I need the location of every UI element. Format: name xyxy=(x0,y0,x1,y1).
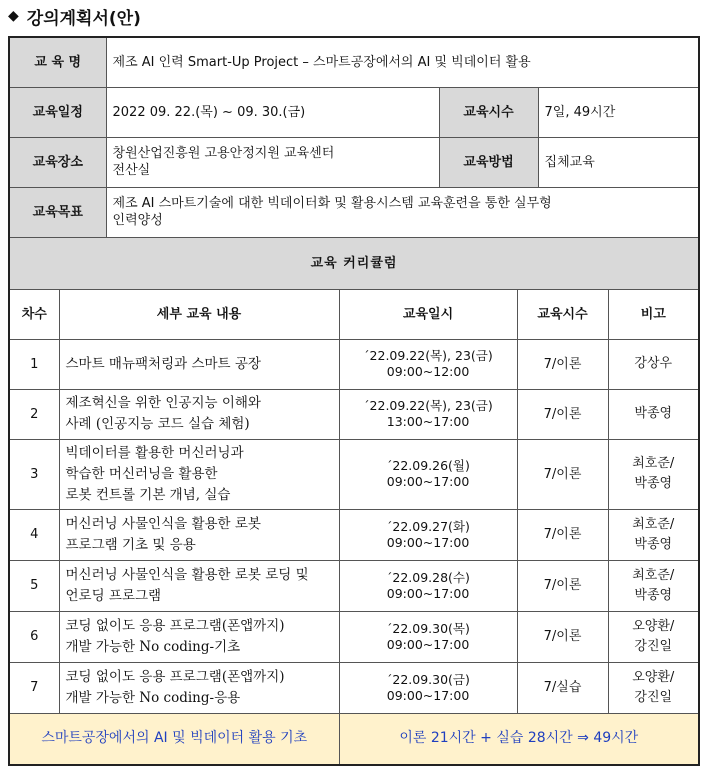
note-line: 최호준/ xyxy=(632,456,675,471)
header-hours: 교육시수 xyxy=(517,289,608,339)
row-time: 09:00~17:00 xyxy=(386,474,470,489)
content-line: 로봇 컨트롤 기본 개념, 실습 xyxy=(65,486,231,503)
row-datetime xyxy=(339,389,517,439)
page-title xyxy=(8,4,141,28)
header-datetime: 교육일시 xyxy=(339,289,517,339)
note-line: 최호준/ xyxy=(632,567,675,583)
place-value xyxy=(106,137,439,187)
curriculum-header-row xyxy=(9,289,699,339)
schedule-value: 2022 09. 22.(목) ~ 09. 30.(금) xyxy=(106,87,439,137)
row-content xyxy=(59,560,339,611)
page-title-text: 강의계획서(안) xyxy=(26,8,141,29)
curriculum-row xyxy=(9,439,699,509)
content-line: 머신러닝 사물인식을 활용한 로봇 xyxy=(65,515,261,532)
row-datetime xyxy=(339,611,517,662)
row-date: ´22.09.27(화) xyxy=(386,518,470,534)
note-line: 오양환/ xyxy=(632,618,675,634)
row-note xyxy=(608,560,699,611)
row-datetime xyxy=(339,560,517,611)
row-content xyxy=(59,439,339,509)
goal-row xyxy=(9,187,699,237)
lecture-plan-table xyxy=(8,36,700,766)
course-name-label: 교 육 명 xyxy=(9,37,106,87)
row-round: 3 xyxy=(9,439,59,509)
row-hours: 7/이론 xyxy=(517,389,608,439)
row-round: 4 xyxy=(9,509,59,560)
note-line: 박종영 xyxy=(634,536,673,552)
summary-row xyxy=(9,713,699,765)
curriculum-row xyxy=(9,560,699,611)
content-line: 개발 가능한 No coding-기초 xyxy=(65,638,241,655)
row-note xyxy=(608,439,699,509)
place-row xyxy=(9,137,699,187)
curriculum-row xyxy=(9,389,699,439)
header-content: 세부 교육 내용 xyxy=(59,289,339,339)
row-round: 6 xyxy=(9,611,59,662)
content-line: 개발 가능한 No coding-응용 xyxy=(65,689,241,706)
content-line: 언로딩 프로그램 xyxy=(65,587,162,604)
row-hours: 7/이론 xyxy=(517,439,608,509)
row-note xyxy=(608,611,699,662)
row-content xyxy=(59,611,339,662)
content-line: 코딩 없이도 응용 프로그램(폰앱까지) xyxy=(65,668,285,685)
course-name-value: 제조 AI 인력 Smart-Up Project – 스마트공장에서의 AI 및 빅데이터 활용 xyxy=(106,37,699,87)
row-note xyxy=(608,509,699,560)
content-line: 제조혁신을 위한 인공지능 이해와 xyxy=(65,395,261,411)
content-line: 사례 (인공지능 코드 실습 체험) xyxy=(65,416,250,432)
course-name-row xyxy=(9,37,699,87)
row-time: 09:00~17:00 xyxy=(386,636,470,652)
row-round: 2 xyxy=(9,389,59,439)
summary-right: 이론 21시간 + 실습 28시간 ⇒ 49시간 xyxy=(339,713,699,765)
schedule-label: 교육일정 xyxy=(9,87,106,137)
content-line: 빅데이터를 활용한 머신러닝과 xyxy=(65,444,244,461)
row-note xyxy=(608,662,699,713)
row-datetime xyxy=(339,509,517,560)
content-line: 머신러닝 사물인식을 활용한 로봇 로딩 및 xyxy=(65,566,309,583)
row-date: ´22.09.30(목) xyxy=(386,620,470,636)
curriculum-row xyxy=(9,339,699,389)
curriculum-title: 교육 커리큘럼 xyxy=(9,237,699,289)
row-round: 1 xyxy=(9,339,59,389)
content-line: 코딩 없이도 응용 프로그램(폰앱까지) xyxy=(65,617,285,634)
row-time: 09:00~17:00 xyxy=(386,687,470,703)
hours-label: 교육시수 xyxy=(439,87,538,137)
place-line: 전산실 xyxy=(112,163,151,178)
row-round: 7 xyxy=(9,662,59,713)
row-hours: 7/이론 xyxy=(517,611,608,662)
goal-line: 제조 AI 스마트기술에 대한 빅데이터화 및 활용시스템 교육훈련을 통한 실무형 xyxy=(112,196,552,211)
method-value: 집체교육 xyxy=(538,137,699,187)
method-label: 교육방법 xyxy=(439,137,538,187)
row-time: 09:00~12:00 xyxy=(386,364,470,379)
curriculum-title-row xyxy=(9,237,699,289)
row-hours: 7/이론 xyxy=(517,339,608,389)
row-date: ´22.09.22(목), 23(금) xyxy=(363,398,493,413)
note-line: 박종영 xyxy=(634,476,673,491)
note-line: 박종영 xyxy=(634,406,673,421)
row-content xyxy=(59,339,339,389)
note-line: 강진일 xyxy=(634,689,673,705)
row-hours: 7/이론 xyxy=(517,560,608,611)
goal-line: 인력양성 xyxy=(112,213,163,228)
goal-value xyxy=(106,187,699,237)
row-datetime xyxy=(339,339,517,389)
hours-value: 7일, 49시간 xyxy=(538,87,699,137)
row-round: 5 xyxy=(9,560,59,611)
curriculum-row xyxy=(9,611,699,662)
row-time: 13:00~17:00 xyxy=(386,414,470,429)
note-line: 강상우 xyxy=(634,356,673,371)
row-time: 09:00~17:00 xyxy=(386,534,470,550)
place-label: 교육장소 xyxy=(9,137,106,187)
row-note xyxy=(608,389,699,439)
curriculum-row xyxy=(9,509,699,560)
row-content xyxy=(59,389,339,439)
row-datetime xyxy=(339,662,517,713)
note-line: 박종영 xyxy=(634,587,673,603)
row-content xyxy=(59,509,339,560)
content-line: 학습한 머신러닝을 활용한 xyxy=(65,465,218,482)
curriculum-row xyxy=(9,662,699,713)
row-note xyxy=(608,339,699,389)
place-line: 창원산업진흥원 고용안정지원 교육센터 xyxy=(112,146,335,161)
row-time: 09:00~17:00 xyxy=(386,585,470,601)
row-hours: 7/이론 xyxy=(517,509,608,560)
row-date: ´22.09.30(금) xyxy=(386,671,470,687)
note-line: 오양환/ xyxy=(632,669,675,685)
header-round: 차수 xyxy=(9,289,59,339)
note-line: 최호준/ xyxy=(632,516,675,532)
row-date: ´22.09.22(목), 23(금) xyxy=(363,348,493,363)
schedule-row xyxy=(9,87,699,137)
summary-left: 스마트공장에서의 AI 및 빅데이터 활용 기초 xyxy=(9,713,339,765)
note-line: 강진일 xyxy=(634,638,673,654)
row-datetime xyxy=(339,439,517,509)
row-hours: 7/실습 xyxy=(517,662,608,713)
content-line: 스마트 매뉴팩처링과 스마트 공장 xyxy=(65,355,261,372)
diamond-bullet-icon: ◆ xyxy=(8,8,19,24)
content-line: 프로그램 기초 및 응용 xyxy=(65,536,196,553)
goal-label: 교육목표 xyxy=(9,187,106,237)
row-date: ´22.09.28(수) xyxy=(386,569,470,585)
row-date: ´22.09.26(월) xyxy=(386,458,470,473)
row-content xyxy=(59,662,339,713)
header-note: 비고 xyxy=(608,289,699,339)
